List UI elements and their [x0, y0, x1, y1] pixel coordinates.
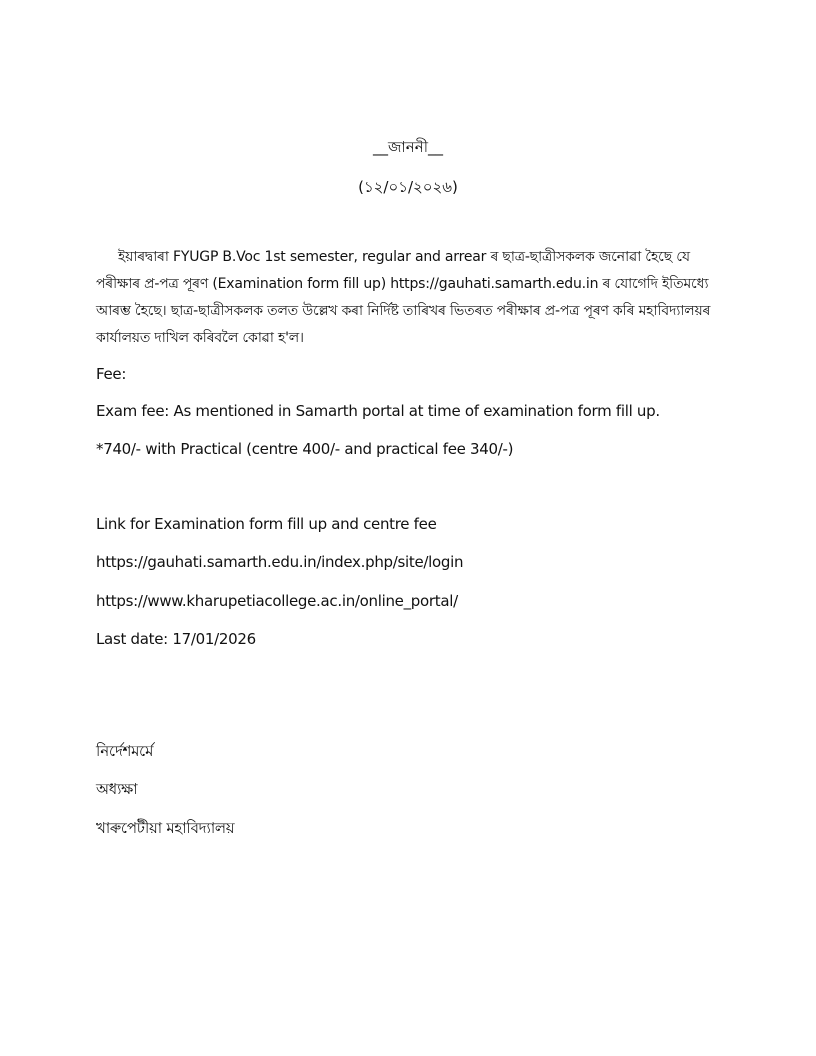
last-date: Last date: 17/01/2026: [96, 630, 256, 648]
notice-date: (১২/০১/২০২৬): [358, 178, 458, 196]
signature-principal: অধ্যক্ষা: [96, 780, 138, 798]
notice-body: ইয়াৰদ্বাৰা FYUGP B.Voc 1st semester, regular and arrear ৰ ছাত্ৰ-ছাত্ৰীসকলক জনোৱা হৈছে যে পৰীক্ষাৰ প্ৰ-পত্ৰ পূৰণ (Examination form fill up) https://gauhati.samarth.edu.in ৰ যোগেদি ইতিমধ্যে আৰম্ভ হৈছে। ছাত্ৰ-ছাত্ৰীসকলক তলত উল্লেখ কৰা নিৰ্দিষ্ট তাৰিখৰ ভিতৰত পৰীক্ষাৰ প্ৰ-পত্ৰ পূৰণ কৰি মহাবিদ্যালয়ৰ কাৰ্যালয়ত দাখিল কৰিবলৈ কোৱা হ'ল।: [96, 249, 711, 346]
college-portal-link[interactable]: https://www.kharupetiacollege.ac.in/online_portal/: [96, 592, 458, 610]
notice-title: __জাননী__: [373, 138, 443, 156]
exam-fee-text: Exam fee: As mentioned in Samarth portal at time of examination form fill up.: [96, 402, 660, 420]
samarth-login-link[interactable]: https://gauhati.samarth.edu.in/index.php/site/login: [96, 553, 464, 571]
link-label: Link for Examination form fill up and centre fee: [96, 515, 437, 533]
signature-college-name: খাৰুপেটীয়া মহাবিদ্যালয়: [96, 819, 235, 837]
practical-fee-text: *740/- with Practical (centre 400/- and practical fee 340/-): [96, 440, 514, 458]
fee-label: Fee:: [96, 365, 127, 383]
signature-by-order: নিৰ্দেশমৰ্মে: [96, 742, 154, 760]
